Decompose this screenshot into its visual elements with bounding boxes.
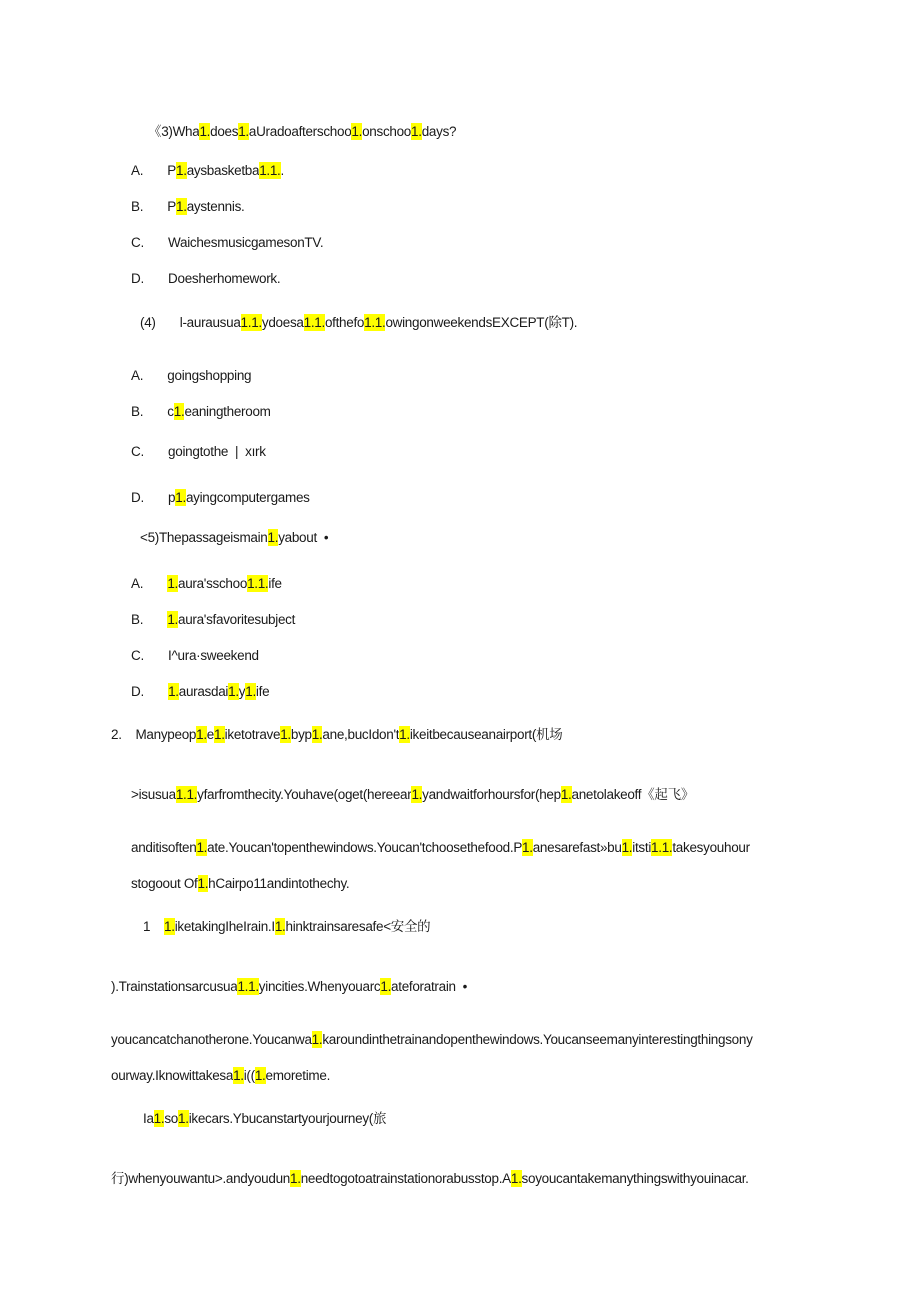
text-line [131,574,282,594]
highlighted-fragment: 1. [197,876,209,891]
text-fragment: aurasdai [178,684,229,699]
text-line [148,122,456,142]
highlighted-fragment: 1. [311,1032,323,1047]
highlighted-fragment: 1. [238,124,249,139]
text-fragment: D. [131,684,169,699]
text-fragment: 行)whenyouwantu>.andyoudun [111,1171,291,1186]
text-fragment: ikecars.Ybucanstartyourjourney(旅 [188,1111,387,1126]
text-fragment: karoundinthetrainandopenthewindows.Youcanseemanyinterestingthingsony [322,1032,753,1047]
text-line [131,646,259,666]
highlighted-fragment: 1. [233,1068,244,1083]
text-fragment: D. p [131,490,176,505]
text-fragment: hCairpo11andintothechy. [208,876,350,891]
text-fragment: >isusua [131,787,176,802]
text-fragment: D. Doesherhomework. [131,271,281,286]
text-fragment: so [164,1111,179,1126]
text-fragment: aura'sschoo [177,576,248,591]
text-fragment: ofthefo [324,315,365,330]
highlighted-fragment: 1. [311,727,323,742]
text-fragment: anditisoften [131,840,197,855]
highlighted-fragment: 1. [175,490,186,505]
text-fragment: yandwaitforhoursfor(hep [422,787,561,802]
highlighted-fragment: 1.1. [240,315,262,330]
text-line [131,442,266,462]
text-line [140,528,328,548]
text-line [111,1066,330,1086]
text-fragment: A. [131,576,168,591]
highlighted-fragment: 1. [411,124,422,139]
text-fragment: B. P [131,199,177,214]
text-fragment: ife [255,684,270,699]
highlighted-fragment: 1. [290,1171,301,1186]
text-line [131,197,244,217]
text-fragment: anetolakeoff《起飞》 [571,787,695,802]
text-fragment: i(( [243,1068,255,1083]
highlighted-fragment: 1. [178,1111,189,1126]
highlighted-fragment: 1. [274,919,286,934]
text-fragment: ).Trainstationsarcusua [111,979,238,994]
highlighted-fragment: 1.1. [303,315,325,330]
highlighted-fragment: 1. [228,684,239,699]
text-fragment: yincities.Whenyouarc [258,979,381,994]
highlighted-fragment: 1. [280,727,291,742]
highlighted-fragment: 1. [176,199,187,214]
text-fragment: takesyouhour [672,840,750,855]
text-line [131,682,269,702]
text-fragment: hinktrainsaresafe<安全的 [285,919,431,934]
highlighted-fragment: 1. [168,684,179,699]
text-fragment: A. P [131,163,177,178]
text-line [131,610,295,630]
text-fragment: C. goingtothe | xırk [131,444,266,459]
text-fragment: yfarfromthecity.Youhave(oget(hereear [197,787,412,802]
text-line [131,269,280,289]
text-fragment: emoretime. [265,1068,331,1083]
text-fragment: owingonweekendsEXCEPT(除T). [385,315,578,330]
highlighted-fragment: 1. [167,612,178,627]
highlighted-fragment: 1. [510,1171,522,1186]
text-fragment: ydoesa [261,315,304,330]
text-fragment: aUradoafterschoo [248,124,352,139]
text-fragment: aura'sfavoritesubject [177,612,296,627]
text-line [131,874,349,894]
text-fragment: 《3)Wha [148,124,200,139]
highlighted-fragment: 1. [176,163,187,178]
text-fragment: yabout • [278,530,329,545]
highlighted-fragment: 1. [196,727,207,742]
text-line [131,402,271,422]
text-fragment: ourway.Iknowittakesa [111,1068,234,1083]
text-line [143,917,430,937]
text-fragment: C. I^ura·sweekend [131,648,259,663]
text-line [131,785,694,805]
highlighted-fragment: 1. [351,124,363,139]
highlighted-fragment: 1. [214,727,225,742]
highlighted-fragment: 1.1. [364,315,386,330]
highlighted-fragment: 1. [254,1068,266,1083]
highlighted-fragment: 1. [399,727,410,742]
text-fragment: A. goingshopping [131,368,252,383]
text-fragment: does [210,124,239,139]
highlighted-fragment: 1.1. [175,787,198,802]
text-fragment: . [280,163,284,178]
text-fragment: anesarefast»bu [532,840,622,855]
highlighted-fragment: 1. [267,530,279,545]
highlighted-fragment: 1. [560,787,572,802]
text-line [131,161,284,181]
text-fragment: aystennis. [186,199,245,214]
highlighted-fragment: 1. [522,840,533,855]
highlighted-fragment: 1.1. [651,840,673,855]
text-line [111,725,562,745]
highlighted-fragment: 1. [621,840,633,855]
highlighted-fragment: 1. [173,404,185,419]
highlighted-fragment: 1.1. [259,163,281,178]
text-fragment: iketotrave [224,727,281,742]
text-line [143,1109,386,1129]
text-fragment: itsti [632,840,652,855]
text-fragment: soyoucantakemanythingswithyouinacar. [521,1171,749,1186]
text-fragment: e [206,727,214,742]
text-fragment: stogoout Of [131,876,198,891]
text-fragment: ate.Youcan'topenthewindows.Youcan'tchoosethefood.P [207,840,523,855]
text-fragment: ayingcomputergames [185,490,310,505]
text-line [111,977,467,997]
text-fragment: ane,bucIdon't [322,727,400,742]
text-fragment: aysbasketba [186,163,260,178]
highlighted-fragment: 1. [411,787,423,802]
text-fragment: Ia [143,1111,154,1126]
text-fragment: B. c [131,404,174,419]
highlighted-fragment: 1. [153,1111,165,1126]
text-fragment: onschoo [362,124,412,139]
text-fragment: byp [290,727,312,742]
text-line [131,838,750,858]
text-fragment: y [238,684,246,699]
text-line [131,366,251,386]
text-fragment: ikeitbecauseanairport(机场 [409,727,563,742]
highlighted-fragment: 1. [245,684,256,699]
text-line [131,488,310,508]
text-fragment: <5)Thepassageismain [140,530,268,545]
text-fragment: youcancatchanotherone.Youcanwa [111,1032,312,1047]
text-fragment: iketakingIheIrain.I [174,919,275,934]
text-line [111,1169,749,1189]
text-fragment: ateforatrain • [391,979,468,994]
highlighted-fragment: 1. [167,576,178,591]
text-fragment: B. [131,612,168,627]
highlighted-fragment: 1. [199,124,211,139]
highlighted-fragment: 1. [164,919,175,934]
text-fragment: (4) l-aurausua [140,315,241,330]
text-fragment: needtogotoatrainstationorabusstop.A [300,1171,511,1186]
text-fragment: 1 [143,919,165,934]
highlighted-fragment: 1. [380,979,392,994]
highlighted-fragment: 1.1. [237,979,259,994]
text-line [140,313,577,333]
text-fragment: 2. Manypeop [111,727,197,742]
text-fragment: ife [268,576,282,591]
highlighted-fragment: 1. [196,840,208,855]
highlighted-fragment: 1.1. [247,576,269,591]
text-line [131,233,323,253]
text-fragment: days? [421,124,457,139]
text-fragment: C. WaichesmusicgamesonTV. [131,235,324,250]
text-line [111,1030,753,1050]
text-fragment: eaningtheroom [184,404,271,419]
